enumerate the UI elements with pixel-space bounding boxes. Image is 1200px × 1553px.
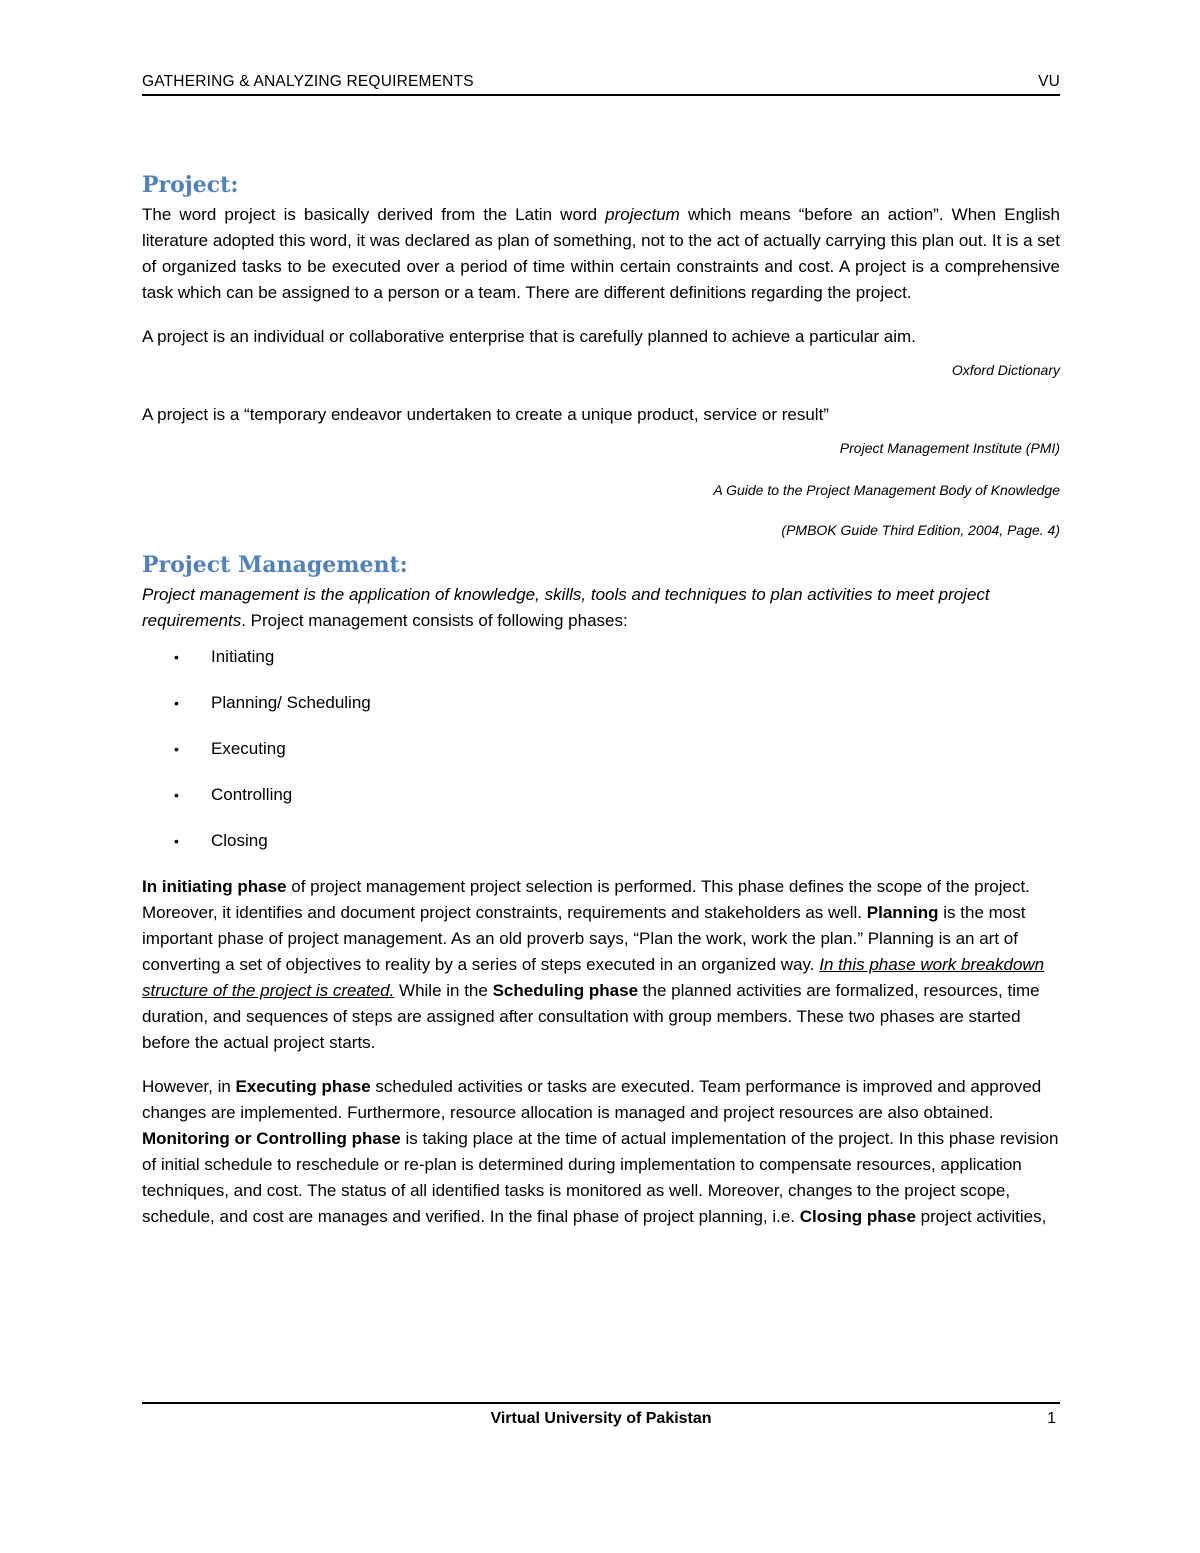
running-footer	[142, 1402, 1060, 1434]
project-paragraph: The word project is basically derived from the Latin word projectum which means “before an action”. When English literature adopted this word, it was declared as plan of something, not to the act of actually carrying this plan out. It is a set of organized tasks to be executed over a period of time within certain constraints and cost. A project is a comprehensive task which can be assigned to a person or a team. There are different definitions regarding the project.	[142, 205, 1060, 302]
phases-paragraph-2: However, in Executing phase scheduled activities or tasks are executed. Team performance is improved and approved changes are implemented. Furthermore, resource allocation is managed and project resources are also obtained. Monitoring or Controlling phase is taking place at the time of actual implementation of the project. In this phase revision of initial schedule to reschedule or re-plan is determined during implementation to compensate resources, application techniques, and cost. The status of all identified tasks is monitored as well. Moreover, changes to the project scope, schedule, and cost are manages and verified. In the final phase of project planning, i.e. Closing phase project activities,	[142, 1077, 1059, 1226]
running-header	[142, 70, 1060, 96]
list-item: • Executing	[142, 736, 1060, 782]
list-item: • Controlling	[142, 782, 1060, 828]
definition-oxford: A project is an individual or collaborative enterprise that is carefully planned to achieve a particular aim.	[142, 327, 916, 346]
bullet-icon: •	[174, 649, 179, 665]
definition-pmi: A project is a “temporary endeavor undertaken to create a unique product, service or result”	[142, 405, 829, 424]
bullet-icon: •	[174, 741, 179, 757]
source-pmbok-guide: A Guide to the Project Management Body of Knowledge	[713, 482, 1060, 498]
phases-list	[142, 644, 1060, 864]
header-vu: VU	[1038, 73, 1060, 90]
project-management-heading: Project Management:	[142, 552, 408, 578]
list-item: • Closing	[142, 828, 1060, 864]
source-pmi: Project Management Institute (PMI)	[839, 440, 1060, 456]
footer-university: Virtual University of Pakistan	[490, 1410, 712, 1427]
source-oxford: Oxford Dictionary	[951, 362, 1060, 378]
bullet-icon: •	[174, 695, 179, 711]
list-item: • Initiating	[142, 644, 1060, 690]
header-title: GATHERING & ANALYZING REQUIREMENTS	[142, 73, 474, 90]
page-number: 1	[1047, 1410, 1056, 1427]
pm-intro: Project management is the application of knowledge, skills, tools and techniques to plan activities to meet project requirements. Project management consists of following phases:	[142, 585, 990, 630]
bullet-icon: •	[174, 787, 179, 803]
source-pmbok-edition: (PMBOK Guide Third Edition, 2004, Page. 4)	[781, 522, 1060, 538]
phases-paragraph-1: In initiating phase of project management project selection is performed. This phase defines the scope of the project. Moreover, it identifies and document project constraints, requirements and stakeholders as well. Planning is the most important phase of project management. As an old proverb says, “Plan the work, work the plan.” Planning is an art of converting a set of objectives to reality by a series of steps executed in an organized way. In this phase work breakdown structure of the project is created. While in the Scheduling phase the planned activities are formalized, resources, time duration, and sequences of steps are assigned after consultation with group members. These two phases are started before the actual project starts.	[142, 877, 1045, 1052]
document-body	[142, 170, 1060, 1242]
bullet-icon: •	[174, 833, 179, 849]
project-heading: Project:	[142, 172, 239, 198]
document-page	[142, 0, 1060, 1553]
list-item: • Planning/ Scheduling	[142, 690, 1060, 736]
